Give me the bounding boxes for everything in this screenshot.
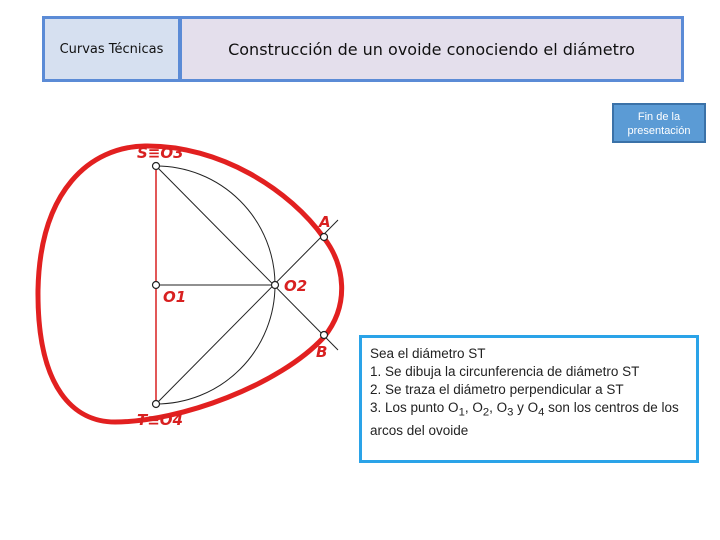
point-a bbox=[321, 234, 328, 241]
step-1: 1. Se dibuja la circunferencia de diámetro ST bbox=[370, 364, 640, 379]
step-3-sub4: 4 bbox=[538, 406, 545, 419]
label-b: B bbox=[316, 343, 328, 361]
section-label-text: Curvas Técnicas bbox=[59, 41, 164, 57]
step-2: 2. Se traza el diámetro perpendicular a ST bbox=[370, 382, 624, 397]
point-s bbox=[153, 163, 160, 170]
step-3 bbox=[370, 399, 688, 440]
point-o2 bbox=[272, 282, 279, 289]
step-3-prefix: 3. Los punto O bbox=[370, 400, 459, 415]
steps-box bbox=[359, 335, 699, 463]
step-3-sep2: , O bbox=[489, 400, 508, 415]
step-3-sub3: 3 bbox=[507, 406, 514, 419]
label-o2: O2 bbox=[284, 277, 308, 295]
point-b bbox=[321, 332, 328, 339]
label-s-o3: S≡O3 bbox=[137, 144, 184, 162]
step-3-sep1: , O bbox=[464, 400, 483, 415]
point-t bbox=[153, 401, 160, 408]
label-o1: O1 bbox=[163, 288, 187, 306]
point-o1 bbox=[153, 282, 160, 289]
label-t-o4: T≡O4 bbox=[137, 411, 183, 429]
step-3-sub1: 1 bbox=[458, 406, 465, 419]
end-button-line1: Fin de la bbox=[637, 111, 681, 123]
step-0: Sea el diámetro ST bbox=[370, 346, 486, 361]
end-button-line2: presentación bbox=[627, 125, 691, 137]
line-t-a bbox=[156, 220, 338, 404]
step-3-sep3: y O bbox=[513, 400, 539, 415]
label-a: A bbox=[319, 213, 331, 231]
page-title-text: Construcción de un ovoide conociendo el diámetro bbox=[228, 39, 635, 59]
line-s-b bbox=[156, 166, 338, 350]
step-3-sub2: 2 bbox=[482, 406, 490, 419]
step-3-suffix: son los centros de los arcos del ovoide bbox=[370, 400, 679, 438]
